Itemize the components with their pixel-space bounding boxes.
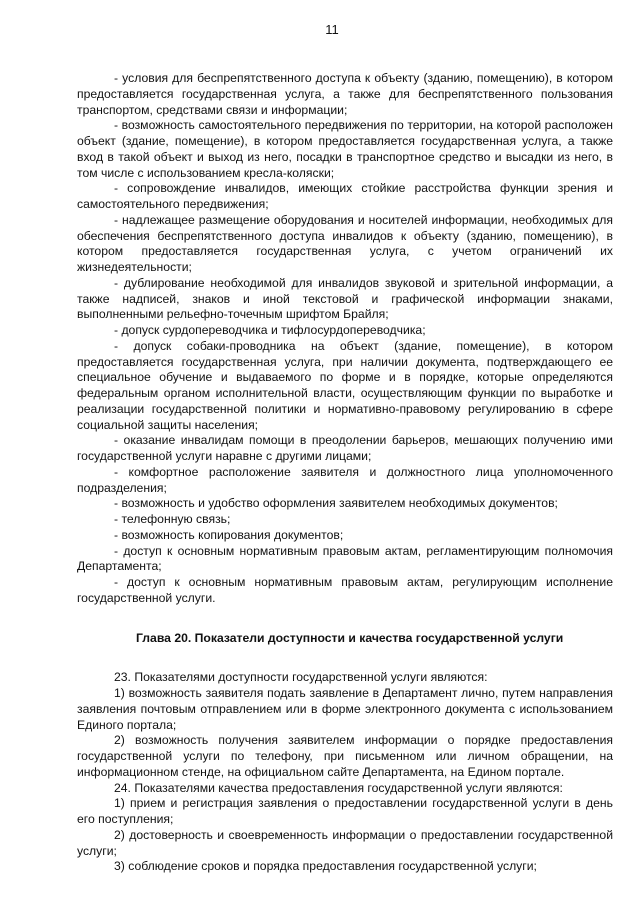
paragraph: - доступ к основным нормативным правовым актам, регламентирующим полномочия Департамента; [77,543,613,574]
paragraph: 23. Показателями доступности государственной услуги являются: [114,670,488,685]
document-body [77,71,613,875]
paragraph: - дублирование необходимой для инвалидов звуковой и зрительной информации, а также надписей, знаков и иной текстовой и графической информации знаками, выполненными рельефно-точечным шрифтом Брайля; [77,275,613,322]
paragraph: 24. Показателями качества предоставления государственной услуги являются: [114,780,563,795]
page-number: 11 [325,22,339,37]
paragraph: 1) возможность заявителя подать заявление в Департамент лично, путем направления заявления почтовым отправлением или в форме электронного документа с использованием Единого портала; [77,686,613,732]
paragraph: - сопровождение инвалидов, имеющих стойкие расстройства функции зрения и самостоятельного передвижения; [77,181,613,211]
paragraph: - доступ к основным нормативным правовым актам, регулирующим исполнение государственной услуги. [77,575,613,605]
paragraph: 1) прием и регистрация заявления о предоставлении государственной услуги в день его поступления; [77,796,613,826]
paragraph: - допуск сурдопереводчика и тифлосурдопереводчика; [114,323,426,337]
paragraph: - возможность самостоятельного передвижения по территории, на которой расположен объект (здание, помещение), в котором предоставляется государственная услуга, а также вход в такой объект и выход из него, посадки в транспортное средство и высадки из него, в том числе с использованием кресла-коляски; [77,118,613,180]
paragraph: 2) достоверность и своевременность информации о предоставлении государственной услуги; [77,827,613,858]
paragraph: - возможность копирования документов; [114,527,344,542]
chapter-heading: Глава 20. Показатели доступности и качества государственной услуги [136,630,564,645]
paragraph: 3) соблюдение сроков и порядка предоставления государственной услуги; [114,859,537,874]
paragraph: - условия для беспрепятственного доступа к объекту (зданию, помещению), в котором предоставляется государственная услуга, а также для беспрепятственного пользования транспортом, средствами связи и информации; [77,71,613,117]
spacer [77,646,613,670]
paragraph: - надлежащее размещение оборудования и носителей информации, необходимых для обеспечения беспрепятственного доступа инвалидов к объекту (зданию, помещению), в котором предоставляется государственная услуга, с учетом ограничений их жизнедеятельности; [77,212,613,274]
paragraph: - комфортное расположение заявителя и должностного лица уполномоченного подразделения; [77,464,613,495]
paragraph: - телефонную связь; [114,512,231,526]
paragraph: 2) возможность получения заявителем информации о порядке предоставления государственной услуги по телефону, при письменном или личном обращении, на информационном стенде, на официальном сайте Департамента, на Едином портале. [77,733,613,779]
paragraph: - возможность и удобство оформления заявителем необходимых документов; [114,496,558,511]
paragraph: - оказание инвалидам помощи в преодолении барьеров, мешающих получению ими государственной услуги наравне с другими лицами; [77,433,613,463]
spacer [77,607,613,631]
paragraph: - допуск собаки-проводника на объект (здание, помещение), в котором предоставляется государственная услуга, при наличии документа, подтверждающего ее специальное обучение и выдаваемого по форме и в порядке, которые определяются федеральным органом исполнительной власти, осуществляющим функции по выработке и реализации государственной политики и нормативно-правовому регулированию в сфере социальной защиты населения; [77,338,613,432]
